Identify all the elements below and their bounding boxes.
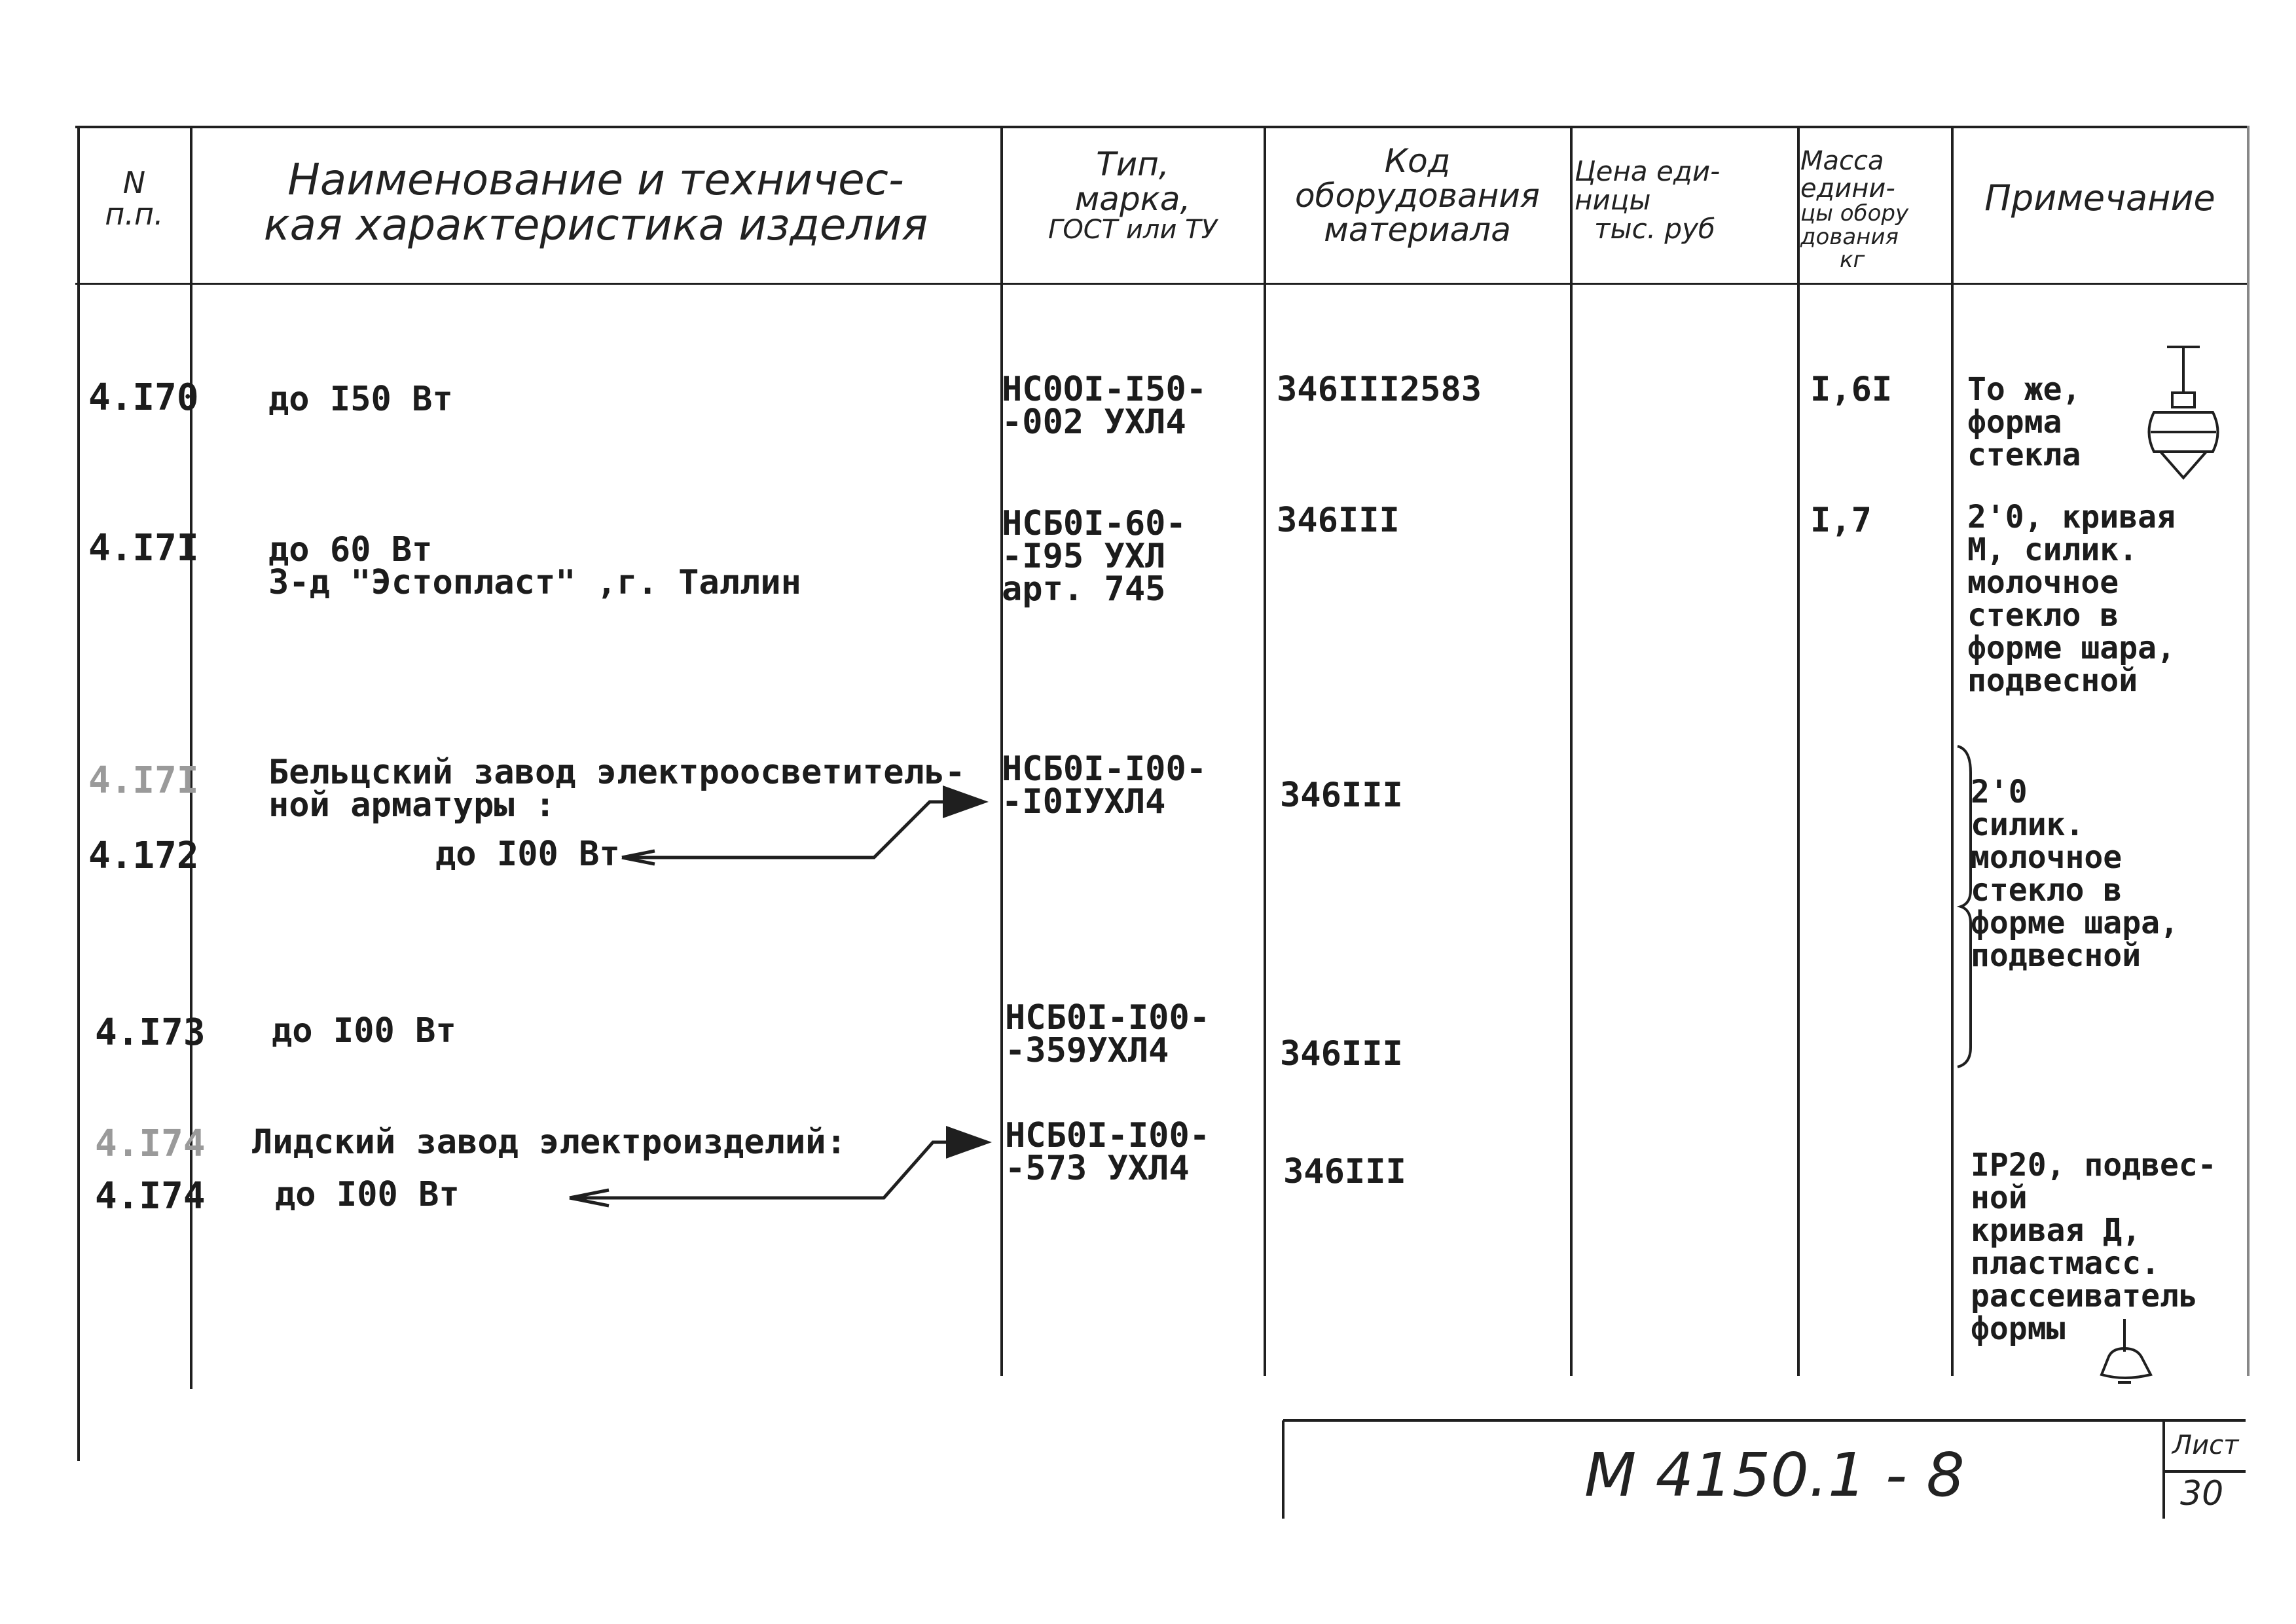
arrow-4174 — [570, 1142, 985, 1206]
header-code-line3: материала — [1324, 211, 1511, 249]
header-mass-line3: цы обору — [1800, 200, 1909, 226]
row-4171-name: до 60 Вт З-д "Эстопласт" ,г. Таллин — [268, 530, 801, 602]
row-4172-no-faded: 4.I7I — [88, 759, 199, 802]
lamp-sketch-icon — [2149, 347, 2218, 478]
row-4173-type: НСБ0I-I00- -359УХЛ4 — [1005, 998, 1211, 1070]
document-number: М 4150.1 - 8 — [1584, 1440, 1965, 1510]
row-4173-code: 346III — [1280, 1034, 1403, 1074]
arrow-4172 — [622, 802, 982, 864]
row-4174-code: 346III — [1283, 1152, 1406, 1191]
header-note-line1: Примечание — [1984, 177, 2215, 219]
row-4172-type: НСБ0I-I00- -I0IУХЛ4 — [1002, 749, 1207, 821]
sheet-number: 30 — [2180, 1474, 2224, 1513]
header-mass-line1: Масса — [1800, 146, 1884, 176]
row-4172-note: 2'0 силик. молочное стекло в форме шара, подвесной — [1971, 774, 2179, 974]
small-lamp-sketch-icon — [2102, 1319, 2151, 1382]
row-4172-name-sub: до I00 Вт — [435, 835, 620, 874]
row-4170-name: до I50 Вт — [268, 380, 453, 419]
sheet-label: Лист — [2172, 1430, 2239, 1460]
header-name-line1: Наименование и техничес- — [287, 154, 904, 205]
row-4173-no: 4.I73 — [95, 1011, 206, 1054]
row-4170-note: То же, форма стекла — [1967, 371, 2081, 473]
row-4174-note: IР20, подвес- ной кривая Д, пластмасс. рассеиватель формы — [1971, 1147, 2217, 1347]
header-price-line3: тыс. руб — [1594, 213, 1715, 245]
row-4173-name: до I00 Вт — [272, 1011, 456, 1051]
header-mass-line2: едини- — [1800, 173, 1895, 204]
header-type-line2: марка, — [1074, 179, 1191, 218]
note-brace — [1958, 746, 1971, 1067]
row-4171-code: 346III — [1277, 501, 1400, 540]
row-4174-type: НСБ0I-I00- -573 УХЛ4 — [1005, 1116, 1211, 1188]
row-4171-type: НСБ0I-60- -I95 УХЛ арт. 745 — [1002, 504, 1186, 609]
row-4172-no: 4.172 — [88, 835, 199, 877]
header-code-line1: Код — [1384, 142, 1451, 180]
row-4170-type: НС0ОI-I50- -002 УХЛ4 — [1002, 370, 1207, 442]
row-4174-no-faded: 4.I74 — [95, 1123, 206, 1165]
row-4174-no: 4.I74 — [95, 1175, 206, 1218]
header-no-line1: N — [122, 165, 146, 200]
row-4174-name-sub: до I00 Вт — [275, 1175, 460, 1214]
row-4170-mass: I,6I — [1810, 370, 1893, 409]
row-4174-name: Лидский завод электроизделий: — [252, 1123, 847, 1162]
row-4171-mass: I,7 — [1810, 501, 1872, 540]
row-4171-note: 2'0, кривая М, силик. молочное стекло в форме шара, подвесной — [1967, 499, 2176, 699]
row-4170-code: 346III2583 — [1277, 370, 1482, 409]
header-mass-line5: кг — [1840, 247, 1865, 274]
header-no-line2: п.п. — [105, 196, 164, 232]
header-name-line2: кая характеристика изделия — [263, 200, 928, 251]
row-4171-no: 4.I7I — [88, 527, 199, 569]
header-mass-line4: дования — [1800, 223, 1899, 250]
header-type-line1: Тип, — [1096, 145, 1169, 183]
header-type-line3: ГОСТ или ТУ — [1048, 215, 1217, 245]
row-4172-code: 346III — [1280, 776, 1403, 815]
header-price-line2: ницы — [1575, 184, 1651, 217]
header-code-line2: оборудования — [1295, 176, 1540, 215]
header-price-line1: Цена еди- — [1575, 155, 1721, 187]
row-4172-name: Бельцский завод электроосветитель- ной арматуры : — [268, 753, 966, 825]
row-4170-no: 4.I70 — [88, 376, 199, 419]
